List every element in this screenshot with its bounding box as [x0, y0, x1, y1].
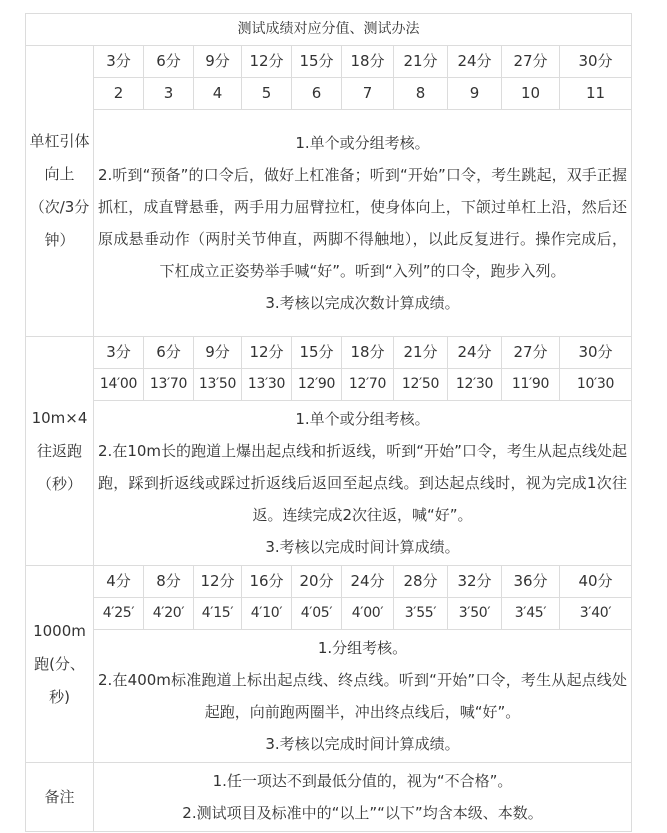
section-label	[26, 337, 94, 566]
value-cell: 4′10′	[242, 598, 292, 630]
section-label-text: 单杠引体向上（次/3分钟）	[29, 132, 90, 249]
table-title: 测试成绩对应分值、测试办法	[26, 14, 632, 46]
score-cell: 15分	[292, 46, 342, 78]
score-cell: 6分	[144, 46, 194, 78]
method-line: 1.单个或分组考核。	[295, 410, 430, 428]
value-cell: 3′45′	[502, 598, 560, 630]
value-cell: 10′30	[560, 369, 632, 401]
score-cell: 32分	[448, 566, 502, 598]
method-row	[26, 630, 632, 763]
value-cell: 3′40′	[560, 598, 632, 630]
score-cell: 12分	[242, 46, 292, 78]
remarks-cell	[94, 763, 632, 832]
value-cell: 2	[94, 78, 144, 110]
remarks-row	[26, 763, 632, 832]
value-cell: 4′00′	[342, 598, 394, 630]
score-cell: 20分	[292, 566, 342, 598]
method-line: 1.分组考核。	[317, 639, 408, 657]
value-cell: 6	[292, 78, 342, 110]
value-cell: 5	[242, 78, 292, 110]
method-line: 1.单个或分组考核。	[295, 134, 430, 152]
value-cell: 3	[144, 78, 194, 110]
score-cell: 30分	[560, 337, 632, 369]
score-cell: 15分	[292, 337, 342, 369]
method-line: 3.考核以完成次数计算成绩。	[265, 294, 460, 312]
value-cell: 4′20′	[144, 598, 194, 630]
scoring-table	[25, 13, 632, 832]
title-row	[26, 14, 632, 46]
section-label	[26, 46, 94, 337]
value-cell: 13′50	[194, 369, 242, 401]
score-cell: 40分	[560, 566, 632, 598]
score-cell: 18分	[342, 337, 394, 369]
value-row	[26, 369, 632, 401]
value-cell: 9	[448, 78, 502, 110]
score-cell: 4分	[94, 566, 144, 598]
value-cell: 3′55′	[394, 598, 448, 630]
value-cell: 12′50	[394, 369, 448, 401]
score-cell: 24分	[448, 46, 502, 78]
method-line: 3.考核以完成时间计算成绩。	[265, 538, 460, 556]
score-cell: 27分	[502, 337, 560, 369]
score-cell: 28分	[394, 566, 448, 598]
section-label-text: 1000m跑(分、秒)	[33, 621, 86, 706]
method-row	[26, 401, 632, 566]
score-row	[26, 46, 632, 78]
value-cell: 10	[502, 78, 560, 110]
score-cell: 16分	[242, 566, 292, 598]
value-cell: 7	[342, 78, 394, 110]
score-cell: 9分	[194, 337, 242, 369]
value-row	[26, 598, 632, 630]
section-label-text: 10m×4往返跑（秒）	[31, 408, 88, 493]
score-cell: 12分	[242, 337, 292, 369]
score-cell: 21分	[394, 337, 448, 369]
score-cell: 24分	[448, 337, 502, 369]
score-cell: 6分	[144, 337, 194, 369]
score-cell: 24分	[342, 566, 394, 598]
value-cell: 11	[560, 78, 632, 110]
method-line: 2.在400m标准跑道上标出起点线、终点线。听到“开始”口令，考生从起点线处起跑，向前跑两圈半，冲出终点线后，喊“好”。	[98, 671, 627, 721]
value-cell: 13′70	[144, 369, 194, 401]
value-cell: 8	[394, 78, 448, 110]
method-cell	[94, 110, 632, 337]
value-cell: 4′15′	[194, 598, 242, 630]
score-cell: 8分	[144, 566, 194, 598]
value-cell: 11′90	[502, 369, 560, 401]
score-row	[26, 566, 632, 598]
method-row	[26, 110, 632, 337]
value-cell: 12′90	[292, 369, 342, 401]
method-line: 2.在10m长的跑道上爆出起点线和折返线，听到“开始”口令，考生从起点线处起跑，踩到折返线或踩过折返线后返回至起点线。到达起点线时，视为完成1次往返。连续完成2次往返，喊“好”。	[98, 442, 627, 524]
remarks-label: 备注	[26, 763, 94, 832]
method-line: 2.听到“预备”的口令后，做好上杠准备；听到“开始”口令，考生跳起，双手正握抓杠，成直臂悬垂，两手用力屈臂拉杠，使身体向上，下颌过单杠上沿，然后还原成悬垂动作（两肘关节伸直，两脚不得触地），以此反复进行。操作完成后，下杠成立正姿势举手喊“好”。听到“入列”的口令，跑步入列。	[98, 166, 627, 280]
remarks-line: 2.测试项目及标准中的“以上”“以下”均含本级、本数。	[182, 804, 543, 822]
section-label	[26, 566, 94, 763]
score-row	[26, 337, 632, 369]
value-row	[26, 78, 632, 110]
score-cell: 30分	[560, 46, 632, 78]
score-cell: 18分	[342, 46, 394, 78]
value-cell: 12′30	[448, 369, 502, 401]
value-cell: 3′50′	[448, 598, 502, 630]
score-cell: 3分	[94, 337, 144, 369]
method-cell	[94, 401, 632, 566]
score-cell: 12分	[194, 566, 242, 598]
method-line: 3.考核以完成时间计算成绩。	[265, 735, 460, 753]
value-cell: 13′30	[242, 369, 292, 401]
remarks-line: 1.任一项达不到最低分值的，视为“不合格”。	[212, 772, 513, 790]
score-cell: 9分	[194, 46, 242, 78]
value-cell: 4′05′	[292, 598, 342, 630]
score-cell: 3分	[94, 46, 144, 78]
value-cell: 4	[194, 78, 242, 110]
score-cell: 36分	[502, 566, 560, 598]
score-cell: 27分	[502, 46, 560, 78]
value-cell: 4′25′	[94, 598, 144, 630]
value-cell: 14′00	[94, 369, 144, 401]
score-cell: 21分	[394, 46, 448, 78]
method-cell	[94, 630, 632, 763]
value-cell: 12′70	[342, 369, 394, 401]
